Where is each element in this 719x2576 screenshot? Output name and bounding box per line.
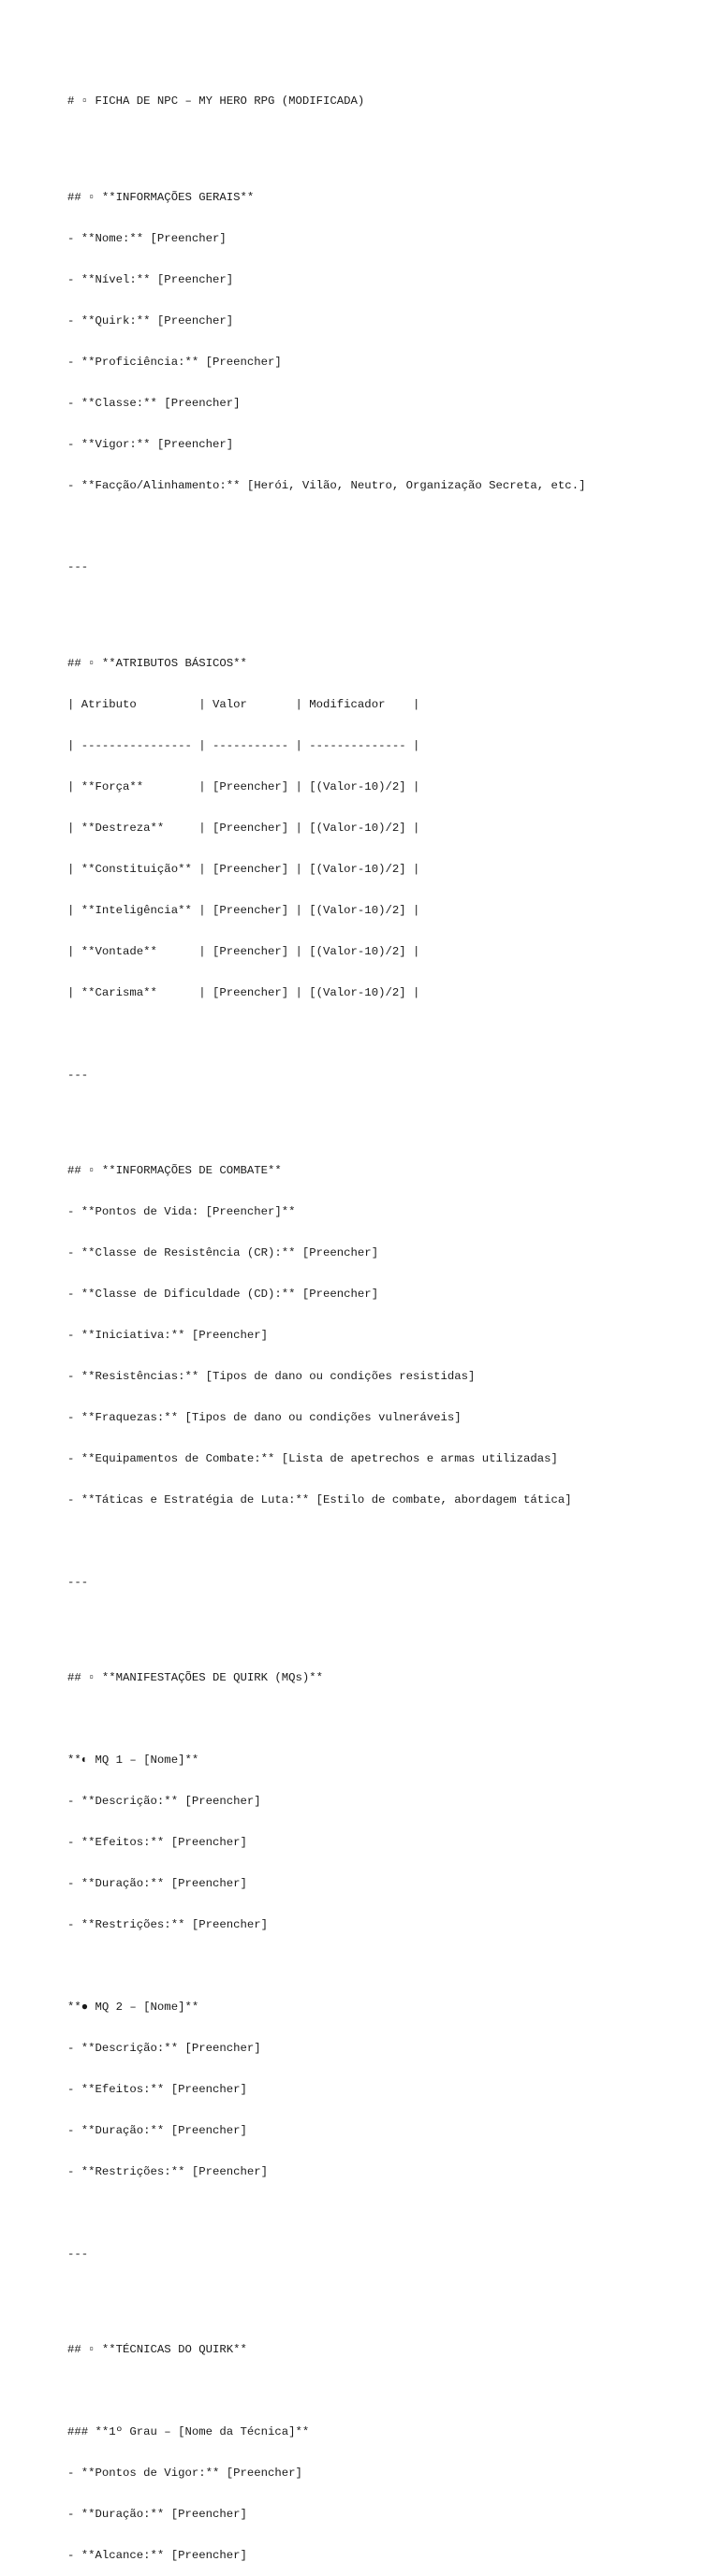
mq1-item: - **Efeitos:** [Preencher]: [67, 1836, 247, 1850]
mq2-item: - **Restrições:** [Preencher]: [67, 2164, 269, 2178]
general-info-item: - **Quirk:** [Preencher]: [67, 313, 234, 327]
combat-heading: ## ▫ **INFORMAÇÕES DE COMBATE**: [67, 1164, 282, 1178]
section-separator: ---: [67, 2247, 89, 2261]
blank-line: [67, 1535, 704, 1549]
section-separator: ---: [67, 560, 89, 575]
blank-line: [67, 2289, 704, 2303]
technique-subheading: ### **1º Grau – [Nome da Técnica]**: [67, 2425, 310, 2439]
mq2-title: **● MQ 2 – [Nome]**: [67, 2000, 199, 2014]
attributes-table-row: | **Vontade** | [Preencher] | [(Valor-10)/2] |: [67, 944, 420, 958]
blank-line: [67, 2384, 704, 2398]
combat-item: - **Classe de Resistência (CR):** [Preencher]: [67, 1246, 379, 1260]
mq1-title: **◐ MQ 1 – [Nome]**: [67, 1754, 199, 1768]
technique-item: - **Pontos de Vigor:** [Preencher]: [67, 2466, 302, 2480]
attributes-table-row: | **Destreza** | [Preencher] | [(Valor-10)/2] |: [67, 821, 420, 835]
quirk-manifestations-heading: ## ▫ **MANIFESTAÇÕES DE QUIRK (MQs)**: [67, 1671, 324, 1685]
mq2-item: - **Duração:** [Preencher]: [67, 2123, 247, 2137]
combat-item: - **Iniciativa:** [Preencher]: [67, 1328, 269, 1342]
general-info-item: - **Nível:** [Preencher]: [67, 272, 234, 286]
blank-line: [67, 1027, 704, 1041]
document-title: # ▫ FICHA DE NPC – MY HERO RPG (MODIFICADA): [67, 95, 365, 109]
combat-item: - **Táticas e Estratégia de Luta:** [Estilo de combate, abordagem tática]: [67, 1492, 572, 1506]
document-page: [67, 67, 704, 2576]
general-info-item: - **Facção/Alinhamento:** [Herói, Vilão, Neutro, Organização Secreta, etc.]: [67, 478, 586, 492]
blank-line: [67, 1110, 704, 1124]
techniques-heading: ## ▫ **TÉCNICAS DO QUIRK**: [67, 2343, 247, 2357]
attributes-table-row: | **Inteligência** | [Preencher] | [(Valor-10)/2] |: [67, 903, 420, 917]
blank-line: [67, 1959, 704, 1973]
blank-line: [67, 1617, 704, 1631]
mq2-item: - **Descrição:** [Preencher]: [67, 2041, 261, 2055]
general-info-heading: ## ▫ **INFORMAÇÕES GERAIS**: [67, 190, 255, 204]
attributes-table-row: | **Constituição** | [Preencher] | [(Valor-10)/2] |: [67, 862, 420, 876]
attributes-table-header: | Atributo | Valor | Modificador |: [67, 697, 420, 711]
technique-item: - **Duração:** [Preencher]: [67, 2507, 247, 2521]
attributes-table-divider: | ---------------- | ----------- | -------------- |: [67, 738, 420, 752]
general-info-item: - **Classe:** [Preencher]: [67, 396, 241, 410]
general-info-item: - **Vigor:** [Preencher]: [67, 437, 234, 451]
section-separator: ---: [67, 1575, 89, 1589]
blank-line: [67, 602, 704, 616]
mq1-item: - **Restrições:** [Preencher]: [67, 1917, 269, 1931]
mq1-item: - **Descrição:** [Preencher]: [67, 1795, 261, 1809]
blank-line: [67, 1712, 704, 1726]
mq2-item: - **Efeitos:** [Preencher]: [67, 2082, 247, 2096]
combat-item: - **Resistências:** [Tipos de dano ou condições resistidas]: [67, 1369, 476, 1383]
combat-item: - **Pontos de Vida: [Preencher]**: [67, 1205, 296, 1219]
attributes-table-row: | **Força** | [Preencher] | [(Valor-10)/2] |: [67, 779, 420, 793]
attributes-table-row: | **Carisma** | [Preencher] | [(Valor-10)/2] |: [67, 985, 420, 999]
attributes-heading: ## ▫ **ATRIBUTOS BÁSICOS**: [67, 657, 247, 671]
blank-line: [67, 136, 704, 150]
general-info-item: - **Proficiência:** [Preencher]: [67, 355, 282, 369]
section-separator: ---: [67, 1068, 89, 1082]
combat-item: - **Fraquezas:** [Tipos de dano ou condições vulneráveis]: [67, 1410, 462, 1424]
technique-item: - **Alcance:** [Preencher]: [67, 2548, 247, 2562]
blank-line: [67, 2206, 704, 2220]
blank-line: [67, 520, 704, 534]
combat-item: - **Classe de Dificuldade (CD):** [Preencher]: [67, 1287, 379, 1301]
combat-item: - **Equipamentos de Combate:** [Lista de apetrechos e armas utilizadas]: [67, 1451, 558, 1465]
mq1-item: - **Duração:** [Preencher]: [67, 1876, 247, 1890]
general-info-item: - **Nome:** [Preencher]: [67, 231, 227, 245]
